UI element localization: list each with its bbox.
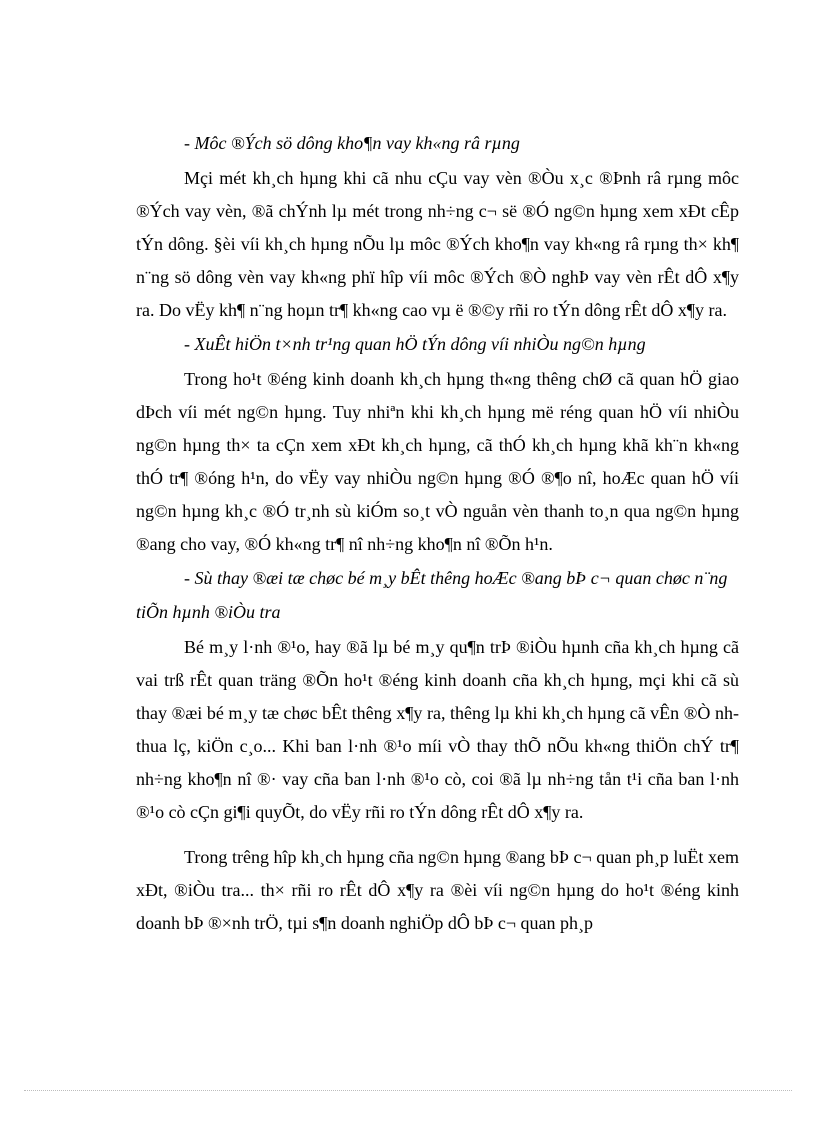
paragraph-multiple-banks: Trong ho¹t ®éng kinh doanh kh¸ch hµng th«ng thêng chØ cã quan hÖ giao dÞch víi mét ng©n hµng. Tuy nhiªn khi kh¸ch hµng më réng quan hÖ víi nhiÒu ng©n hµng th× ta cÇn xem xÐt kh¸ch hµng, cã thÓ kh¸ch hµng khã kh¨n kh«ng thÓ tr¶ ®óng h¹n, do vËy vay nhiÒu ng©n hµng ®Ó ®¶o nî, hoÆc quan hÖ víi ng©n hµng kh¸c ®Ó tr¸nh sù kiÓm so¸t vÒ nguån vèn thanh to¸n qua ng©n hµng ®ang cho vay, ®Ó kh«ng tr¶ nî nh÷ng kho¶n nî ®Õn h¹n. xyxy=(136,369,739,554)
page-bottom-divider xyxy=(24,1090,792,1091)
document-page xyxy=(136,126,739,940)
section-heading-organization-change: - Sù thay ®æi tæ chøc bé m¸y bÊt thêng hoÆc ®ang bÞ c¬ quan chøc n¨ng tiÕn hµnh ®iÒu tra xyxy=(136,568,728,622)
paragraph-legal-investigation: Trong trêng hîp kh¸ch hµng cña ng©n hµng ®ang bÞ c¬ quan ph¸p luËt xem xÐt, ®iÒu tra... th× rñi ro rÊt dÔ x¶y ra ®èi víi ng©n hµng do ho¹t ®éng kinh doanh bÞ ®×nh trÖ, tµi s¶n doanh nghiÖp dÔ bÞ c¬ quan ph¸p xyxy=(136,847,739,933)
section-heading-multiple-banks: - XuÊt hiÖn t×nh tr¹ng quan hÖ tÝn dông víi nhiÒu ng©n hµng xyxy=(184,334,646,354)
section-heading-loan-purpose: - Môc ®Ých sö dông kho¶n vay kh«ng râ rµng xyxy=(184,133,520,153)
paragraph-loan-purpose: Mçi mét kh¸ch hµng khi cã nhu cÇu vay vèn ®Òu x¸c ®Þnh râ rµng môc ®Ých vay vèn, ®ã chÝnh lµ mét trong nh÷ng c¬ së ®Ó ng©n hµng xem xÐt cÊp tÝn dông. §èi víi kh¸ch hµng nÕu lµ môc ®Ých kho¶n vay kh«ng râ rµng th× kh¶ n¨ng sö dông vèn vay kh«ng phï hîp víi môc ®Ých ®Ò nghÞ vay vèn rÊt dÔ x¶y ra. Do vËy kh¶ n¨ng hoµn tr¶ kh«ng cao vµ ë ®©y rñi ro tÝn dông rÊt dÔ x¶y ra. xyxy=(136,168,739,320)
paragraph-organization-change: Bé m¸y l·nh ®¹o, hay ®ã lµ bé m¸y qu¶n trÞ ®iÒu hµnh cña kh¸ch hµng cã vai trß rÊt quan träng ®Õn ho¹t ®éng kinh doanh cña kh¸ch hµng, mçi khi cã sù thay ®æi bé m¸y tæ chøc bÊt thêng x¶y ra, thêng lµ khi kh¸ch hµng cã vÊn ®Ò nh thua lç, kiÖn c¸o... Khi ban l·nh ®¹o míi vÒ thay thÕ nÕu kh«ng thiÖn chÝ tr¶ nh÷ng kho¶n nî ®· vay cña ban l·nh ®¹o cò, coi ®ã lµ nh÷ng tån t¹i cña ban l·nh ®¹o cò cÇn gi¶i quyÕt, do vËy rñi ro tÝn dông rÊt dÔ x¶y ra. xyxy=(136,637,739,822)
